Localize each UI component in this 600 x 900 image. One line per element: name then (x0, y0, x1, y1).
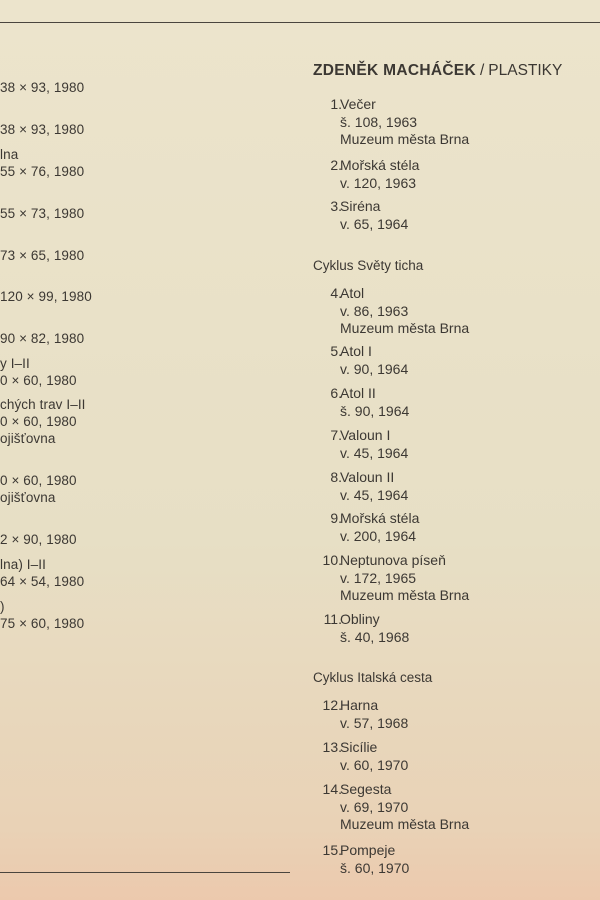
cycle-heading: Cyklus Světy ticha (313, 258, 424, 273)
left-line: 75 × 60, 1980 (0, 616, 85, 631)
item-number: 7. (330, 427, 342, 443)
item-details (340, 739, 408, 774)
item-collection: Muzeum města Brna (340, 587, 470, 603)
item-dimensions: v. 65, 1964 (340, 215, 409, 232)
item-dimensions: v. 172, 1965 (340, 569, 417, 586)
item-details (340, 198, 408, 233)
item-title: Valoun II (340, 469, 395, 485)
left-line: chých trav I–II (0, 397, 86, 412)
item-details (340, 343, 408, 378)
item-dimensions: v. 45, 1964 (340, 444, 409, 461)
item-details (340, 781, 469, 834)
left-line: 64 × 54, 1980 (0, 574, 85, 589)
left-line: 0 × 60, 1980 (0, 414, 77, 429)
item-dimensions: v. 120, 1963 (340, 174, 417, 191)
item-number: 5. (330, 343, 342, 359)
left-line: lna (0, 147, 19, 162)
left-line: ojišťovna (0, 490, 56, 505)
left-line: 38 × 93, 1980 (0, 80, 85, 95)
item-number: 14. (322, 781, 342, 797)
item-details (340, 427, 408, 462)
cycle-heading: Cyklus Italská cesta (313, 670, 433, 685)
item-title: Segesta (340, 781, 392, 797)
item-number: 6. (330, 385, 342, 401)
left-line: 55 × 73, 1980 (0, 206, 85, 221)
left-line: 0 × 60, 1980 (0, 373, 77, 388)
item-number: 10. (322, 552, 342, 568)
item-dimensions: v. 60, 1970 (340, 756, 409, 773)
item-title: Harna (340, 697, 379, 713)
left-line: 2 × 90, 1980 (0, 532, 77, 547)
section-subtitle: PLASTIKY (488, 62, 563, 79)
section-heading (313, 62, 562, 80)
item-title: Večer (340, 96, 376, 112)
item-details (340, 96, 469, 149)
left-line: lna) I–II (0, 557, 46, 572)
item-details (340, 510, 419, 545)
heading-separator: / (479, 62, 485, 79)
item-title: Mořská stéla (340, 157, 420, 173)
item-details (340, 285, 469, 338)
item-title: Atol (340, 285, 365, 301)
item-title: Pompeje (340, 842, 396, 858)
item-number: 11. (323, 611, 342, 627)
left-line: y I–II (0, 356, 30, 371)
item-title: Siréna (340, 198, 381, 214)
item-number: 13. (322, 739, 342, 755)
item-number: 15. (322, 842, 342, 858)
item-dimensions: v. 69, 1970 (340, 798, 409, 815)
top-rule (0, 22, 600, 23)
item-number: 2. (330, 157, 342, 173)
item-details (340, 611, 409, 646)
item-details (340, 552, 469, 605)
item-title: Mořská stéla (340, 510, 420, 526)
item-number: 4. (330, 285, 342, 301)
item-number: 3. (330, 198, 342, 214)
item-dimensions: š. 60, 1970 (340, 859, 410, 876)
item-dimensions: v. 86, 1963 (340, 302, 409, 319)
item-dimensions: v. 57, 1968 (340, 714, 409, 731)
left-line: 90 × 82, 1980 (0, 331, 85, 346)
item-dimensions: v. 45, 1964 (340, 486, 409, 503)
item-dimensions: š. 90, 1964 (340, 402, 410, 419)
item-title: Neptunova píseň (340, 552, 446, 568)
item-dimensions: š. 108, 1963 (340, 113, 418, 130)
item-collection: Muzeum města Brna (340, 320, 470, 336)
item-dimensions: š. 40, 1968 (340, 628, 410, 645)
item-title: Atol I (340, 343, 372, 359)
left-line: 55 × 76, 1980 (0, 164, 85, 179)
item-collection: Muzeum města Brna (340, 131, 470, 147)
item-dimensions: v. 90, 1964 (340, 360, 409, 377)
item-details (340, 697, 408, 732)
artist-name: ZDENĚK MACHÁČEK (313, 62, 476, 79)
item-title: Sicílie (340, 739, 378, 755)
item-details (340, 385, 409, 420)
item-number: 12. (322, 697, 342, 713)
bottom-rule (0, 872, 290, 873)
item-number: 1. (330, 96, 342, 112)
item-collection: Muzeum města Brna (340, 816, 470, 832)
item-dimensions: v. 200, 1964 (340, 527, 417, 544)
item-details (340, 842, 409, 877)
left-line: 0 × 60, 1980 (0, 473, 77, 488)
left-line: ojišťovna (0, 431, 56, 446)
item-details (340, 157, 419, 192)
item-title: Valoun I (340, 427, 391, 443)
item-title: Obliny (340, 611, 380, 627)
left-line: ) (0, 599, 5, 614)
left-line: 73 × 65, 1980 (0, 248, 85, 263)
left-line: 38 × 93, 1980 (0, 122, 85, 137)
item-details (340, 469, 408, 504)
left-line: 120 × 99, 1980 (0, 289, 92, 304)
item-number: 9. (330, 510, 342, 526)
item-number: 8. (330, 469, 342, 485)
item-title: Atol II (340, 385, 376, 401)
